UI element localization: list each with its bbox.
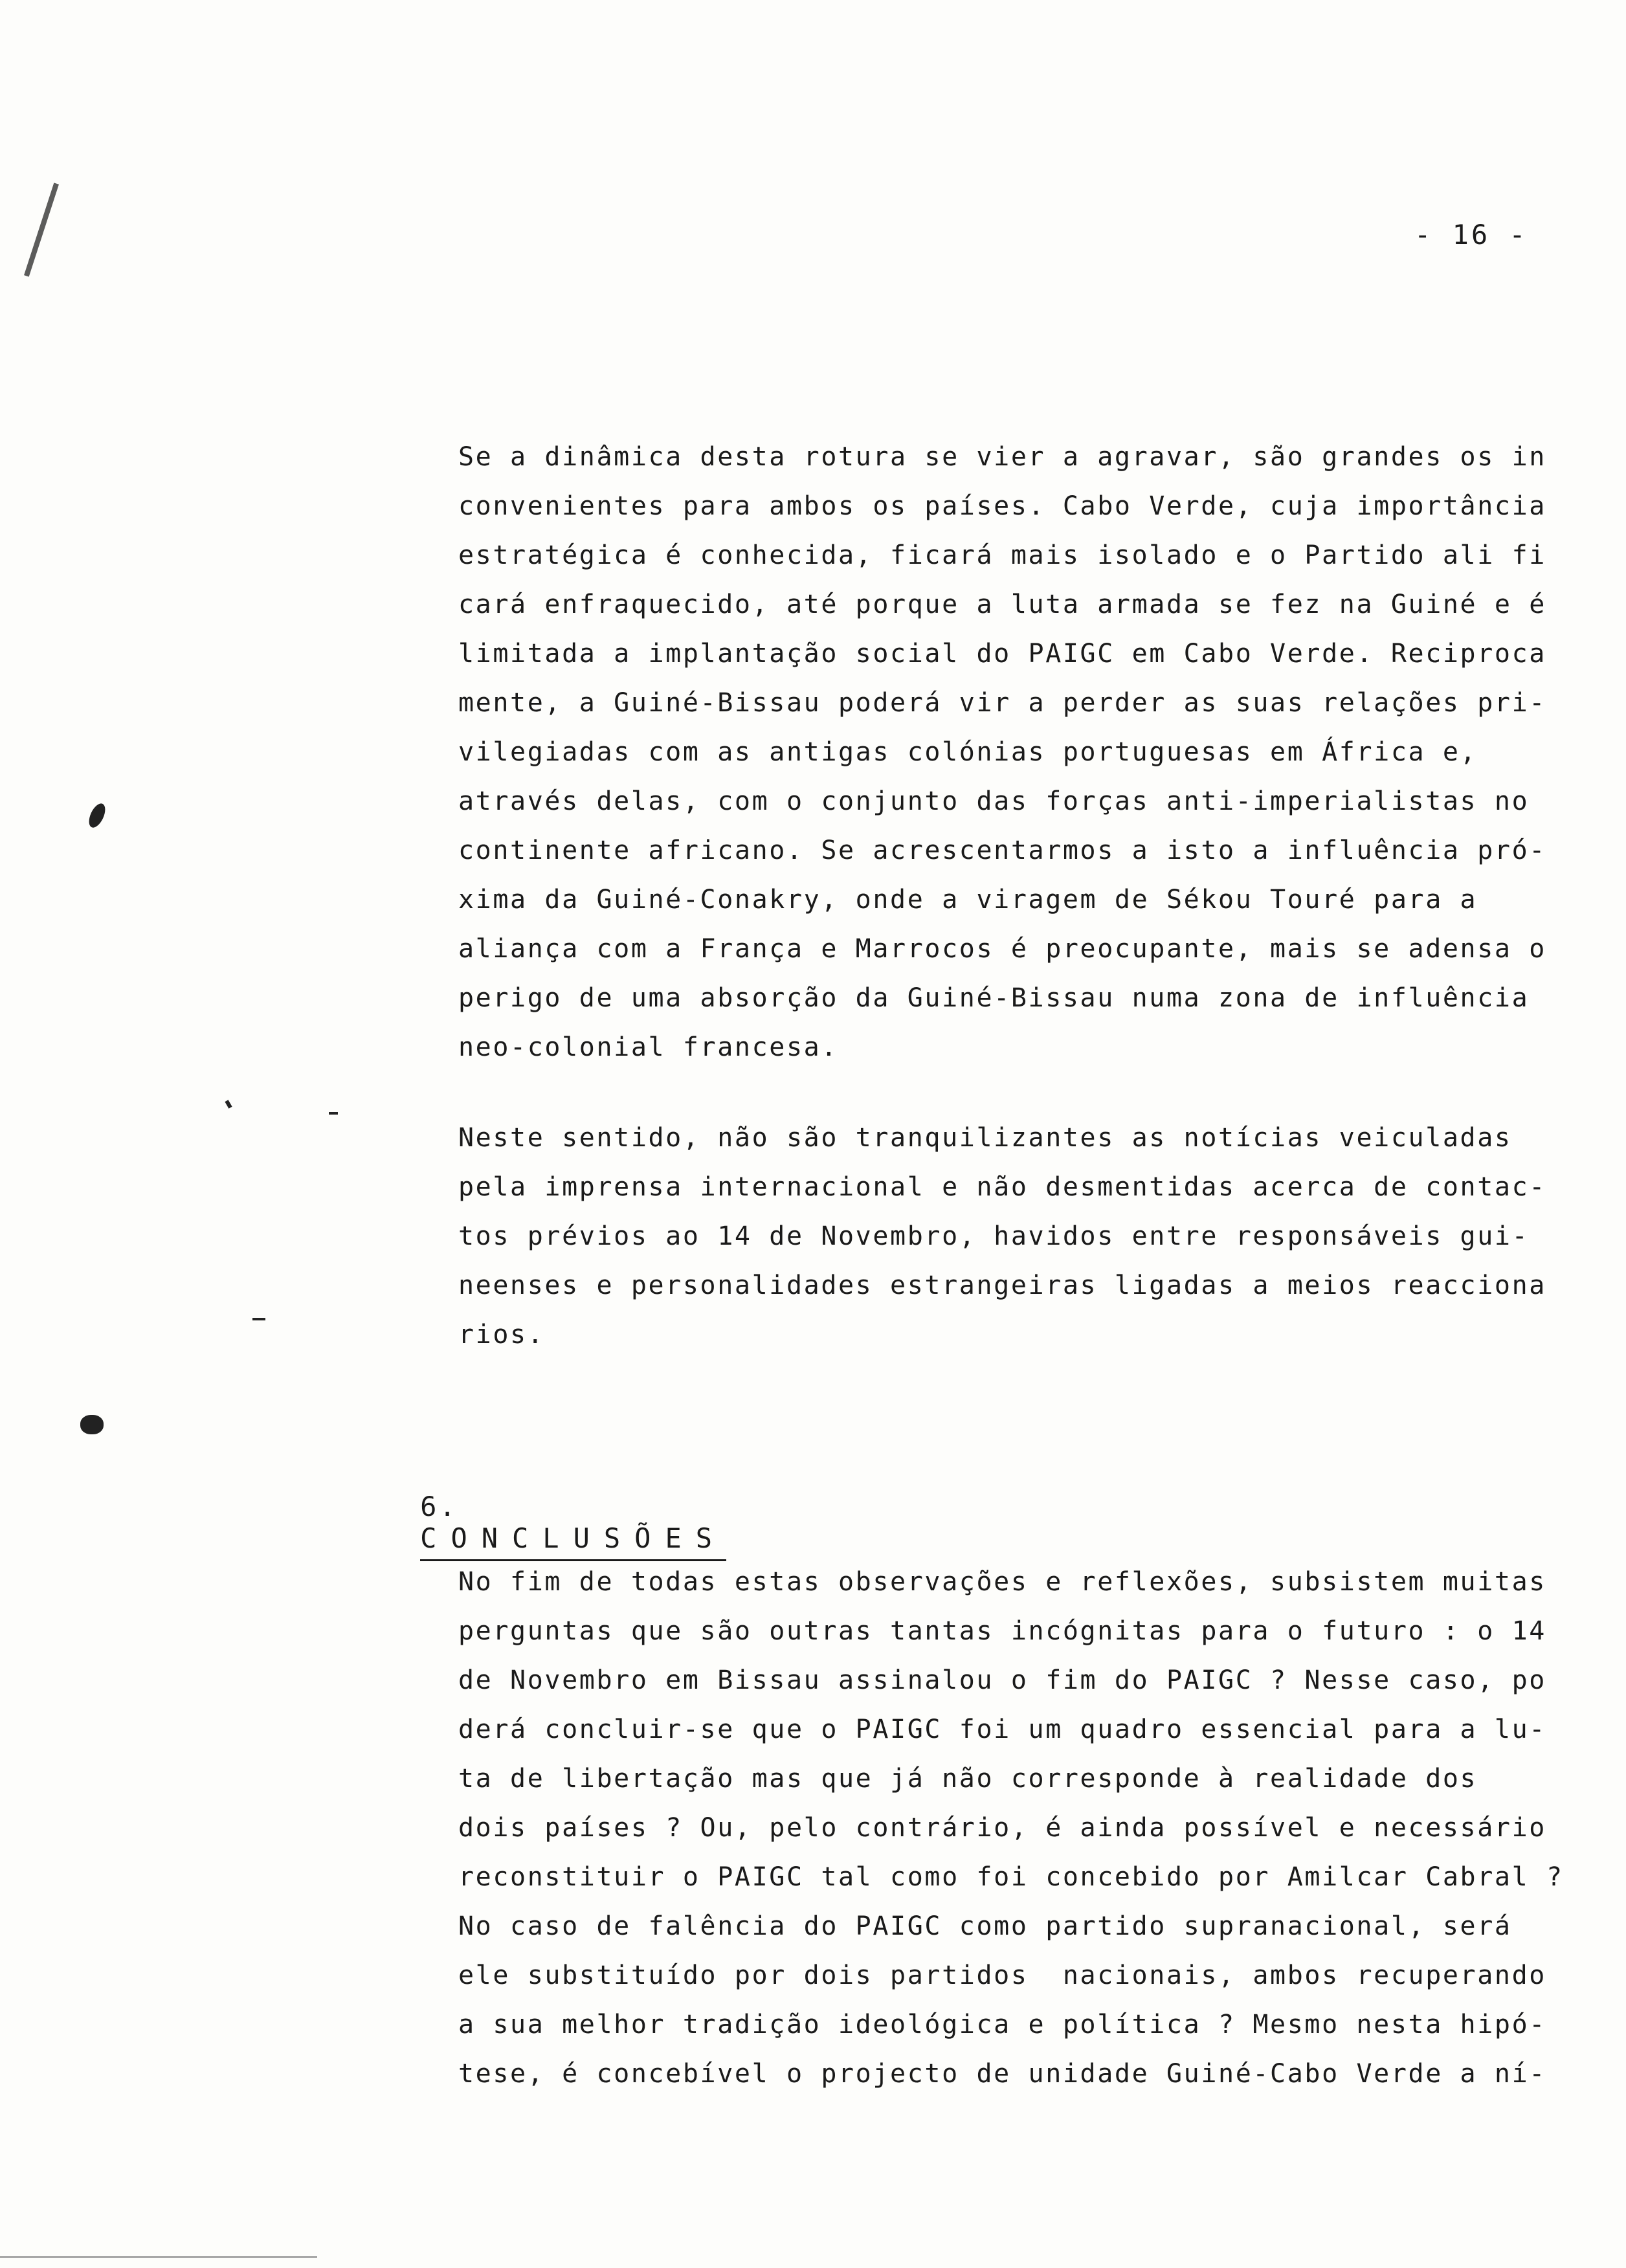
paragraph — [458, 432, 1546, 1072]
text-line: tese, é concebível o projecto de unidade Guiné-Cabo Verde a ní- — [458, 2059, 1546, 2089]
text-line: Neste sentido, não são tranquilizantes as notícias veiculadas — [458, 1123, 1512, 1153]
text-line: perguntas que são outras tantas incógnitas para o futuro : o 14 — [458, 1616, 1546, 1646]
text-line: perigo de uma absorção da Guiné-Bissau numa zona de influência — [458, 983, 1530, 1013]
text-line: limitada a implantação social do PAIGC em Cabo Verde. Reciproca — [458, 639, 1546, 669]
paragraph — [458, 1557, 1564, 2098]
text-line: mente, a Guiné-Bissau poderá vir a perder as suas relações pri- — [458, 688, 1546, 718]
text-line: a sua melhor tradição ideológica e política ? Mesmo nesta hipó- — [458, 2010, 1546, 2040]
scan-corner-mark — [24, 183, 59, 276]
text-line: xima da Guiné-Conakry, onde a viragem de Sékou Touré para a — [458, 885, 1478, 915]
text-line: cará enfraquecido, até porque a luta armada se fez na Guiné e é — [458, 590, 1546, 619]
text-line: No caso de falência do PAIGC como partido supranacional, será — [458, 1911, 1512, 1941]
text-line: de Novembro em Bissau assinalou o fim do PAIGC ? Nesse caso, po — [458, 1665, 1546, 1695]
text-line: tos prévios ao 14 de Novembro, havidos entre responsáveis gui- — [458, 1221, 1530, 1251]
ink-blot — [80, 1415, 104, 1434]
page-number: - 16 - — [1414, 219, 1528, 250]
text-line: reconstituir o PAIGC tal como foi concebido por Amilcar Cabral ? — [458, 1862, 1564, 1892]
scan-speck — [252, 1318, 265, 1320]
text-line: neenses e personalidades estrangeiras ligadas a meios reacciona — [458, 1271, 1546, 1300]
text-line: ta de libertação mas que já não corresponde à realidade dos — [458, 1764, 1478, 1794]
text-line: estratégica é conhecida, ficará mais isolado e o Partido ali fi — [458, 540, 1546, 570]
scan-speck — [225, 1100, 232, 1108]
text-line: convenientes para ambos os países. Cabo Verde, cuja importância — [458, 491, 1546, 521]
page-edge-rule — [0, 2256, 317, 2258]
text-line: ele substituído por dois partidos nacionais, ambos recuperando — [458, 1961, 1546, 1990]
text-line: aliança com a França e Marrocos é preocupante, mais se adensa o — [458, 934, 1546, 964]
section-number: 6. — [420, 1491, 458, 1522]
text-line: derá concluir-se que o PAIGC foi um quadro essencial para a lu- — [458, 1715, 1546, 1744]
scan-speck — [329, 1112, 338, 1115]
text-line: continente africano. Se acrescentarmos a isto a influência pró- — [458, 836, 1546, 865]
text-line: dois países ? Ou, pelo contrário, é ainda possível e necessário — [458, 1813, 1546, 1843]
ink-blot — [85, 801, 108, 830]
text-line: vilegiadas com as antigas colónias portuguesas em África e, — [458, 737, 1478, 767]
text-line: neo-colonial francesa. — [458, 1032, 839, 1062]
text-line: Se a dinâmica desta rotura se vier a agravar, são grandes os in — [458, 442, 1546, 472]
text-line: através delas, com o conjunto das forças anti-imperialistas no — [458, 786, 1530, 816]
paragraph — [458, 1113, 1546, 1359]
text-line: No fim de todas estas observações e reflexões, subsistem muitas — [458, 1567, 1546, 1597]
section-title: CONCLUSÕES — [420, 1522, 726, 1561]
text-line: rios. — [458, 1320, 545, 1350]
text-line: pela imprensa internacional e não desmentidas acerca de contac- — [458, 1172, 1546, 1202]
